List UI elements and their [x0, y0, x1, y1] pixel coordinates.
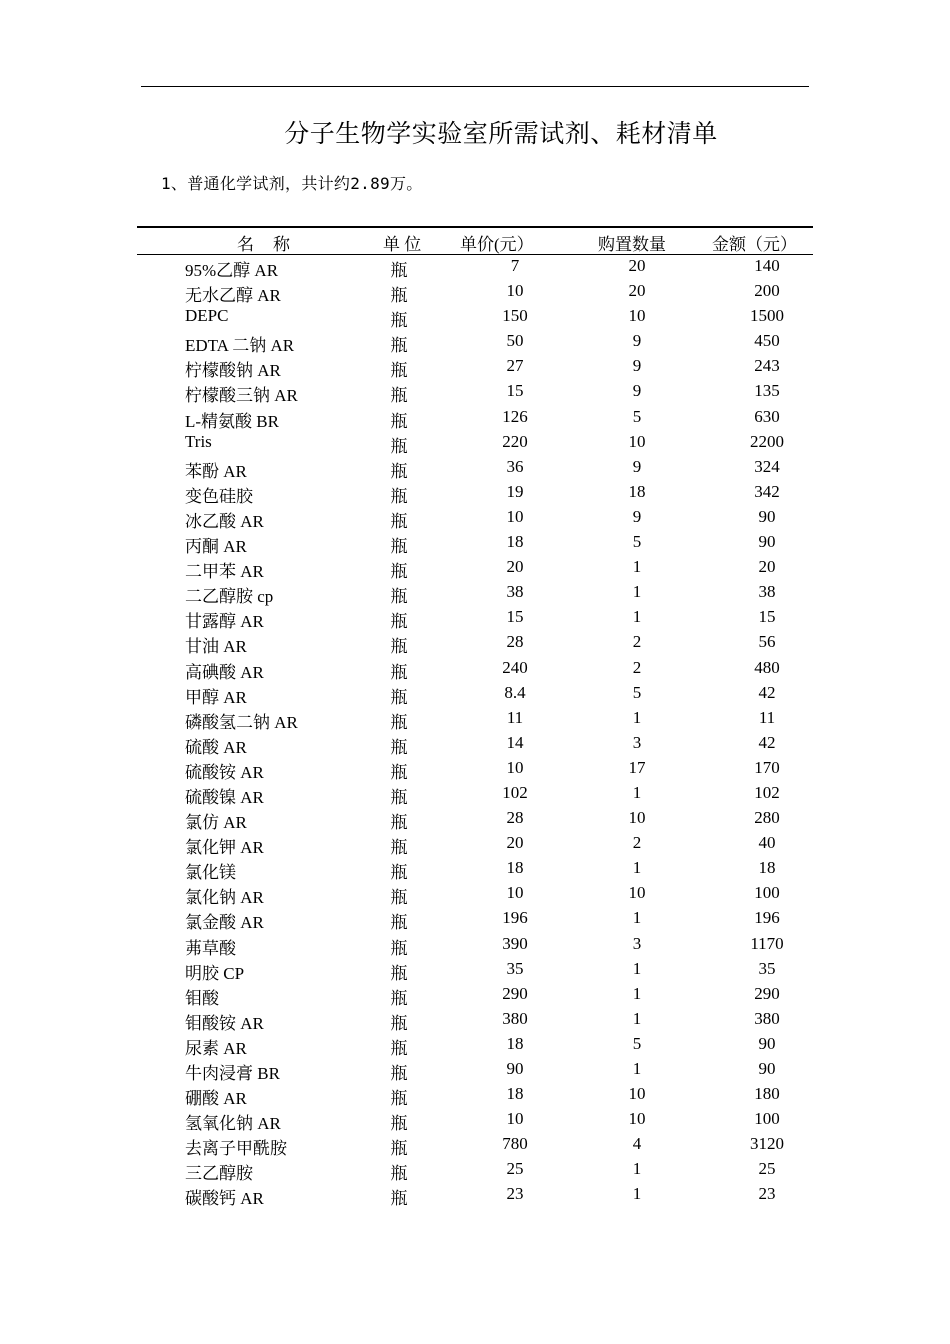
table-row [137, 355, 813, 380]
cell-quantity: 5 [632, 532, 642, 552]
cell-unit: 瓶 [390, 737, 408, 757]
cell-name: 钼酸 [185, 988, 219, 1008]
cell-price: 27 [506, 356, 524, 376]
cell-quantity: 2 [632, 833, 642, 853]
cell-amount: 38 [758, 582, 776, 602]
cell-amount: 100 [754, 883, 780, 903]
cell-amount: 56 [758, 632, 776, 652]
cell-name: 硫酸镍 AR [185, 787, 264, 807]
cell-amount: 102 [754, 782, 780, 802]
section-heading: 1、普通化学试剂，共计约2.89万。 [161, 174, 423, 193]
cell-amount: 140 [754, 256, 780, 275]
cell-unit: 瓶 [390, 537, 408, 557]
cell-amount: 280 [754, 808, 780, 828]
cell-name: 氢氧化钠 AR [185, 1114, 281, 1134]
cell-quantity: 1 [632, 1059, 642, 1078]
cell-price: 15 [506, 607, 524, 627]
cell-unit: 瓶 [390, 587, 408, 607]
cell-quantity: 1 [632, 582, 642, 602]
document-title: 分子生物学实验室所需试剂、耗材清单 [284, 121, 718, 148]
cell-price: 23 [506, 1184, 524, 1204]
cell-unit: 瓶 [390, 1089, 408, 1109]
cell-name: 高碘酸 AR [185, 662, 264, 682]
cell-amount: 380 [754, 1008, 780, 1028]
cell-price: 10 [506, 506, 524, 526]
cell-amount: 23 [758, 1184, 776, 1204]
cell-price: 8.4 [504, 682, 526, 702]
table-row [137, 757, 813, 782]
table-row [137, 631, 813, 656]
cell-price: 38 [506, 582, 524, 602]
cell-quantity: 1 [632, 958, 642, 978]
cell-quantity: 1 [632, 707, 642, 727]
cell-quantity: 10 [628, 306, 646, 326]
table-body [137, 255, 813, 1209]
cell-name: 柠檬酸钠 AR [185, 361, 281, 381]
cell-price: 390 [502, 933, 528, 953]
cell-unit: 瓶 [390, 838, 408, 858]
cell-name: 磷酸氢二钠 AR [185, 712, 298, 732]
cell-quantity: 9 [632, 331, 642, 351]
cell-name: 无水乙醇 AR [185, 286, 281, 306]
table-row [137, 431, 813, 456]
cell-quantity: 2 [632, 657, 642, 677]
cell-unit: 瓶 [390, 562, 408, 582]
cell-price: 126 [502, 406, 528, 426]
table-row [137, 657, 813, 682]
cell-name: 氯化钠 AR [185, 888, 264, 908]
cell-quantity: 1 [632, 908, 642, 928]
table-row [137, 406, 813, 431]
cell-quantity: 1 [632, 1159, 642, 1179]
cell-unit: 瓶 [390, 662, 408, 682]
cell-price: 18 [506, 1084, 524, 1104]
header-amount: 金额（元） [712, 235, 797, 254]
cell-price: 20 [506, 557, 524, 577]
cell-amount: 2200 [750, 431, 784, 451]
table-row [137, 832, 813, 857]
cell-price: 18 [506, 858, 524, 878]
cell-quantity: 5 [632, 1033, 642, 1053]
cell-quantity: 9 [632, 356, 642, 376]
cell-unit: 瓶 [390, 687, 408, 707]
cell-unit: 瓶 [390, 311, 408, 331]
cell-unit: 瓶 [390, 762, 408, 782]
cell-price: 7 [510, 256, 520, 275]
table-row [137, 506, 813, 531]
cell-quantity: 1 [632, 557, 642, 577]
cell-unit: 瓶 [390, 1038, 408, 1058]
table-row [137, 556, 813, 581]
cell-amount: 90 [758, 1059, 776, 1078]
cell-price: 380 [502, 1008, 528, 1028]
cell-amount: 196 [754, 908, 780, 928]
cell-unit: 瓶 [390, 511, 408, 531]
table-row [137, 330, 813, 355]
cell-name: 二乙醇胺 cp [185, 587, 274, 607]
cell-amount: 20 [758, 557, 776, 577]
table-row [137, 1158, 813, 1183]
cell-name: 硫酸铵 AR [185, 762, 264, 782]
cell-unit: 瓶 [390, 637, 408, 657]
table-row [137, 481, 813, 506]
table-row [137, 380, 813, 405]
cell-quantity: 10 [628, 1109, 646, 1129]
cell-price: 19 [506, 481, 524, 501]
cell-name: 尿素 AR [185, 1038, 247, 1058]
cell-name: 三乙醇胺 [185, 1164, 253, 1184]
cell-amount: 630 [754, 406, 780, 426]
cell-unit: 瓶 [390, 612, 408, 632]
header-unit: 单 位 [383, 235, 422, 254]
cell-amount: 243 [754, 356, 780, 376]
table-row [137, 1058, 813, 1083]
cell-name: 甲醇 AR [185, 687, 247, 707]
cell-price: 36 [506, 456, 524, 476]
cell-price: 102 [502, 782, 528, 802]
cell-price: 150 [502, 306, 528, 326]
cell-unit: 瓶 [390, 1114, 408, 1134]
cell-price: 220 [502, 431, 528, 451]
cell-quantity: 1 [632, 1008, 642, 1028]
cell-quantity: 9 [632, 456, 642, 476]
cell-name: 甘露醇 AR [185, 612, 264, 632]
cell-unit: 瓶 [390, 336, 408, 356]
cell-quantity: 10 [628, 1084, 646, 1104]
table-row [137, 581, 813, 606]
cell-amount: 18 [758, 858, 776, 878]
table-row [137, 907, 813, 932]
cell-unit: 瓶 [390, 261, 408, 280]
cell-price: 20 [506, 833, 524, 853]
cell-quantity: 3 [632, 732, 642, 752]
cell-quantity: 1 [632, 1184, 642, 1204]
cell-quantity: 1 [632, 983, 642, 1003]
cell-price: 10 [506, 281, 524, 301]
cell-price: 50 [506, 331, 524, 351]
cell-amount: 25 [758, 1159, 776, 1179]
cell-name: 柠檬酸三钠 AR [185, 386, 298, 406]
cell-unit: 瓶 [390, 888, 408, 908]
cell-quantity: 5 [632, 682, 642, 702]
cell-name: 苯酚 AR [185, 461, 247, 481]
cell-unit: 瓶 [390, 486, 408, 506]
cell-unit: 瓶 [390, 1013, 408, 1033]
table-row [137, 983, 813, 1008]
cell-quantity: 10 [628, 883, 646, 903]
table-row [137, 1008, 813, 1033]
table-row [137, 255, 813, 280]
cell-price: 11 [506, 707, 524, 727]
cell-price: 10 [506, 883, 524, 903]
table-header [137, 226, 813, 255]
cell-unit: 瓶 [390, 938, 408, 958]
cell-quantity: 5 [632, 406, 642, 426]
cell-name: EDTA 二钠 AR [185, 336, 295, 356]
cell-price: 90 [506, 1059, 524, 1078]
cell-price: 15 [506, 381, 524, 401]
table-row [137, 682, 813, 707]
cell-amount: 342 [754, 481, 780, 501]
cell-name: 去离子甲酰胺 [185, 1139, 287, 1159]
cell-amount: 135 [754, 381, 780, 401]
cell-name: 硼酸 AR [185, 1089, 247, 1109]
cell-amount: 480 [754, 657, 780, 677]
cell-unit: 瓶 [390, 988, 408, 1008]
table-row [137, 882, 813, 907]
cell-name: 变色硅胶 [185, 486, 253, 506]
cell-amount: 15 [758, 607, 776, 627]
header-rule [141, 86, 809, 87]
cell-price: 290 [502, 983, 528, 1003]
table-row [137, 732, 813, 757]
cell-amount: 170 [754, 757, 780, 777]
cell-price: 10 [506, 757, 524, 777]
table-row [137, 1108, 813, 1133]
cell-quantity: 20 [628, 256, 646, 275]
cell-amount: 200 [754, 281, 780, 301]
table-row [137, 1083, 813, 1108]
cell-unit: 瓶 [390, 913, 408, 933]
table-row [137, 1133, 813, 1158]
cell-name: 95%乙醇 AR [185, 261, 279, 280]
cell-quantity: 10 [628, 431, 646, 451]
table-row [137, 782, 813, 807]
reagent-table [137, 226, 813, 1209]
cell-amount: 1500 [750, 306, 784, 326]
header-price: 单价(元） [460, 235, 534, 254]
cell-amount: 450 [754, 331, 780, 351]
cell-name: Tris [185, 431, 212, 451]
cell-amount: 324 [754, 456, 780, 476]
cell-quantity: 20 [628, 281, 646, 301]
cell-amount: 3120 [750, 1134, 784, 1154]
table-row [137, 1033, 813, 1058]
cell-unit: 瓶 [390, 1064, 408, 1083]
cell-quantity: 1 [632, 782, 642, 802]
cell-quantity: 17 [628, 757, 646, 777]
cell-name: 碳酸钙 AR [185, 1189, 264, 1209]
cell-unit: 瓶 [390, 712, 408, 732]
cell-name: 氯化钾 AR [185, 838, 264, 858]
cell-name: 冰乙酸 AR [185, 511, 264, 531]
cell-amount: 90 [758, 532, 776, 552]
cell-amount: 42 [758, 682, 776, 702]
cell-unit: 瓶 [390, 863, 408, 883]
cell-amount: 90 [758, 1033, 776, 1053]
cell-name: 钼酸铵 AR [185, 1013, 264, 1033]
table-row [137, 531, 813, 556]
table-row [137, 807, 813, 832]
cell-quantity: 1 [632, 858, 642, 878]
cell-name: 丙酮 AR [185, 537, 247, 557]
cell-unit: 瓶 [390, 361, 408, 381]
cell-name: L-精氨酸 BR [185, 411, 279, 431]
cell-price: 18 [506, 532, 524, 552]
cell-name: 氯仿 AR [185, 813, 247, 833]
cell-amount: 11 [758, 707, 776, 727]
cell-name: 牛肉浸膏 BR [185, 1064, 280, 1083]
cell-amount: 1170 [750, 933, 784, 953]
cell-price: 25 [506, 1159, 524, 1179]
header-name: 名 称 [237, 235, 291, 254]
cell-unit: 瓶 [390, 1164, 408, 1184]
table-row [137, 456, 813, 481]
cell-unit: 瓶 [390, 461, 408, 481]
cell-price: 780 [502, 1134, 528, 1154]
cell-quantity: 10 [628, 808, 646, 828]
table-row [137, 707, 813, 732]
cell-amount: 100 [754, 1109, 780, 1129]
cell-price: 196 [502, 908, 528, 928]
cell-unit: 瓶 [390, 1189, 408, 1209]
table-row [137, 1183, 813, 1208]
header-quantity: 购置数量 [598, 235, 666, 254]
cell-price: 14 [506, 732, 524, 752]
cell-unit: 瓶 [390, 963, 408, 983]
cell-quantity: 1 [632, 607, 642, 627]
cell-name: 甘油 AR [185, 637, 247, 657]
cell-unit: 瓶 [390, 436, 408, 456]
cell-amount: 180 [754, 1084, 780, 1104]
cell-name: DEPC [185, 306, 229, 326]
cell-unit: 瓶 [390, 787, 408, 807]
cell-amount: 40 [758, 833, 776, 853]
cell-unit: 瓶 [390, 386, 408, 406]
cell-amount: 90 [758, 506, 776, 526]
table-row [137, 606, 813, 631]
cell-name: 硫酸 AR [185, 737, 247, 757]
cell-unit: 瓶 [390, 411, 408, 431]
cell-unit: 瓶 [390, 1139, 408, 1159]
cell-amount: 42 [758, 732, 776, 752]
cell-quantity: 9 [632, 381, 642, 401]
cell-name: 明胶 CP [185, 963, 245, 983]
cell-quantity: 18 [628, 481, 646, 501]
table-row [137, 933, 813, 958]
cell-name: 二甲苯 AR [185, 562, 264, 582]
cell-name: 氯化镁 [185, 863, 236, 883]
cell-price: 35 [506, 958, 524, 978]
cell-amount: 35 [758, 958, 776, 978]
cell-price: 10 [506, 1109, 524, 1129]
cell-name: 氯金酸 AR [185, 913, 264, 933]
table-row [137, 857, 813, 882]
table-row [137, 305, 813, 330]
table-row [137, 958, 813, 983]
cell-name: 茀草酸 [185, 938, 236, 958]
cell-quantity: 9 [632, 506, 642, 526]
cell-price: 240 [502, 657, 528, 677]
cell-unit: 瓶 [390, 286, 408, 306]
cell-price: 28 [506, 632, 524, 652]
cell-quantity: 4 [632, 1134, 642, 1154]
cell-price: 18 [506, 1033, 524, 1053]
cell-unit: 瓶 [390, 813, 408, 833]
cell-amount: 290 [754, 983, 780, 1003]
cell-price: 28 [506, 808, 524, 828]
cell-quantity: 3 [632, 933, 642, 953]
table-row [137, 280, 813, 305]
cell-quantity: 2 [632, 632, 642, 652]
